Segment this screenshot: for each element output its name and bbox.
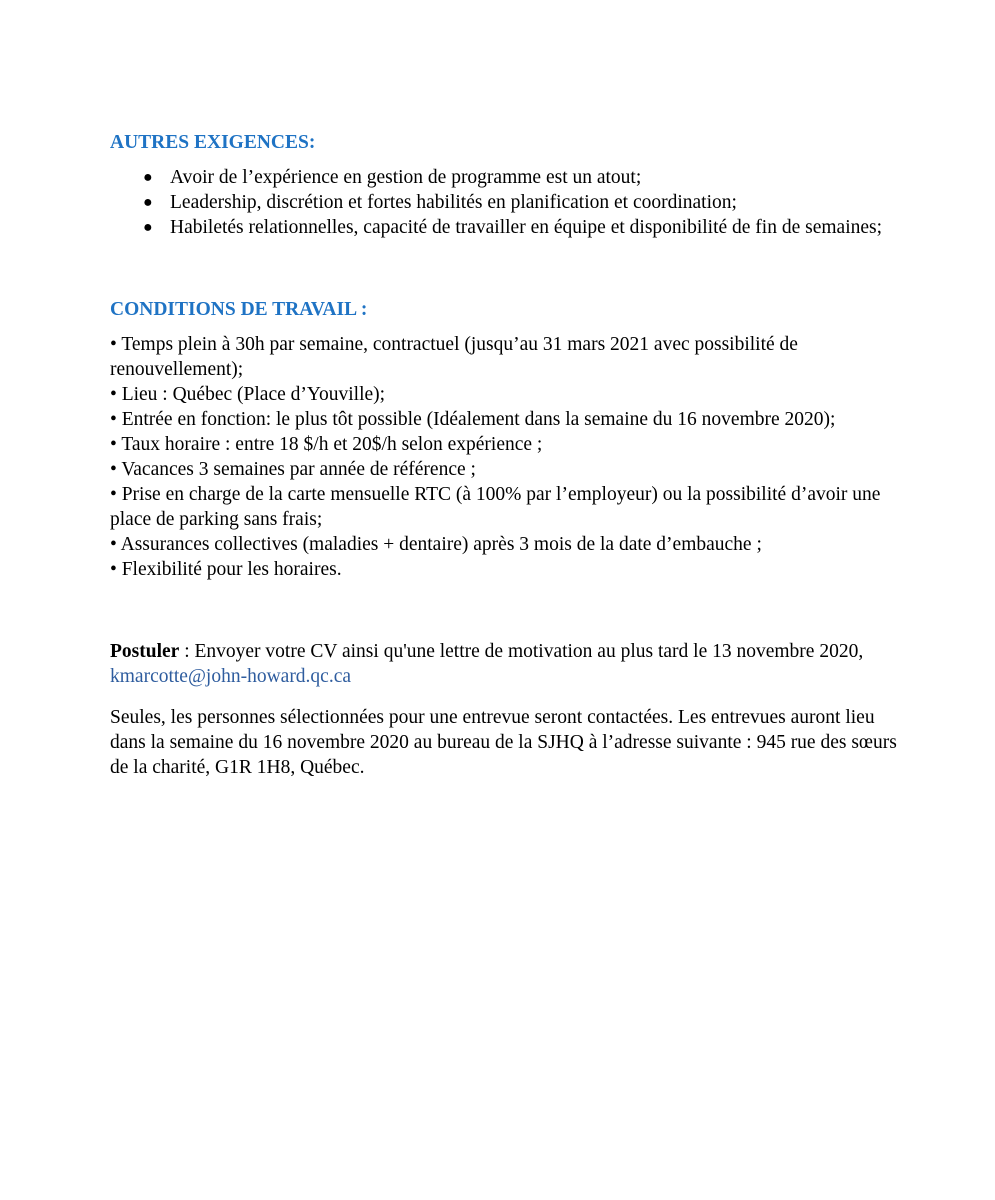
bullet-icon: ● [143, 219, 153, 236]
email-link[interactable]: kmarcotte@john-howard.qc.ca [110, 666, 352, 687]
list-item: • Lieu : Québec (Place d’Youville); [110, 384, 386, 405]
list-item: • Entrée en fonction: le plus tôt possible (Idéalement dans la semaine du 16 novembre 2020); [110, 409, 836, 430]
list-item-text: Leadership, discrétion et fortes habilités en planification et coordination; [170, 192, 737, 213]
bullet-icon: ● [143, 169, 153, 186]
list-item: • Temps plein à 30h par semaine, contractuel (jusqu’au 31 mars 2021 avec possibilité de renouvellement); [110, 334, 798, 380]
list-item [110, 190, 900, 215]
other-requirements-list [110, 165, 900, 240]
list-item: • Assurances collectives (maladies + dentaire) après 3 mois de la date d’embauche ; [110, 534, 762, 555]
list-item [110, 165, 900, 190]
apply-text: : Envoyer votre CV ainsi qu'une lettre de motivation au plus tard le 13 novembre 2020, [179, 641, 864, 662]
apply-label: Postuler [110, 641, 180, 662]
list-item: • Taux horaire : entre 18 $/h et 20$/h selon expérience ; [110, 434, 543, 455]
apply-paragraph [110, 639, 900, 689]
working-conditions-heading: CONDITIONS DE TRAVAIL : [110, 299, 368, 320]
note-paragraph: Seules, les personnes sélectionnées pour une entrevue seront contactées. Les entrevues auront lieu dans la semaine du 16 novembre 2020 au bureau de la SJHQ à l’adresse suivante : 945 rue des sœurs de la charité, G1R 1H8, Québec. [110, 707, 897, 778]
list-item: • Vacances 3 semaines par année de référence ; [110, 459, 476, 480]
list-item-text: Habiletés relationnelles, capacité de travailler en équipe et disponibilité de fin de semaines; [170, 217, 883, 238]
working-conditions-list [110, 332, 900, 582]
other-requirements-heading: AUTRES EXIGENCES: [110, 132, 316, 153]
list-item [110, 215, 900, 240]
list-item: • Flexibilité pour les horaires. [110, 559, 342, 580]
document-content [110, 130, 900, 780]
bullet-icon: ● [143, 194, 153, 211]
list-item-text: Avoir de l’expérience en gestion de programme est un atout; [170, 167, 642, 188]
list-item: • Prise en charge de la carte mensuelle RTC (à 100% par l’employeur) ou la possibilité d’avoir une place de parking sans frais; [110, 484, 881, 530]
